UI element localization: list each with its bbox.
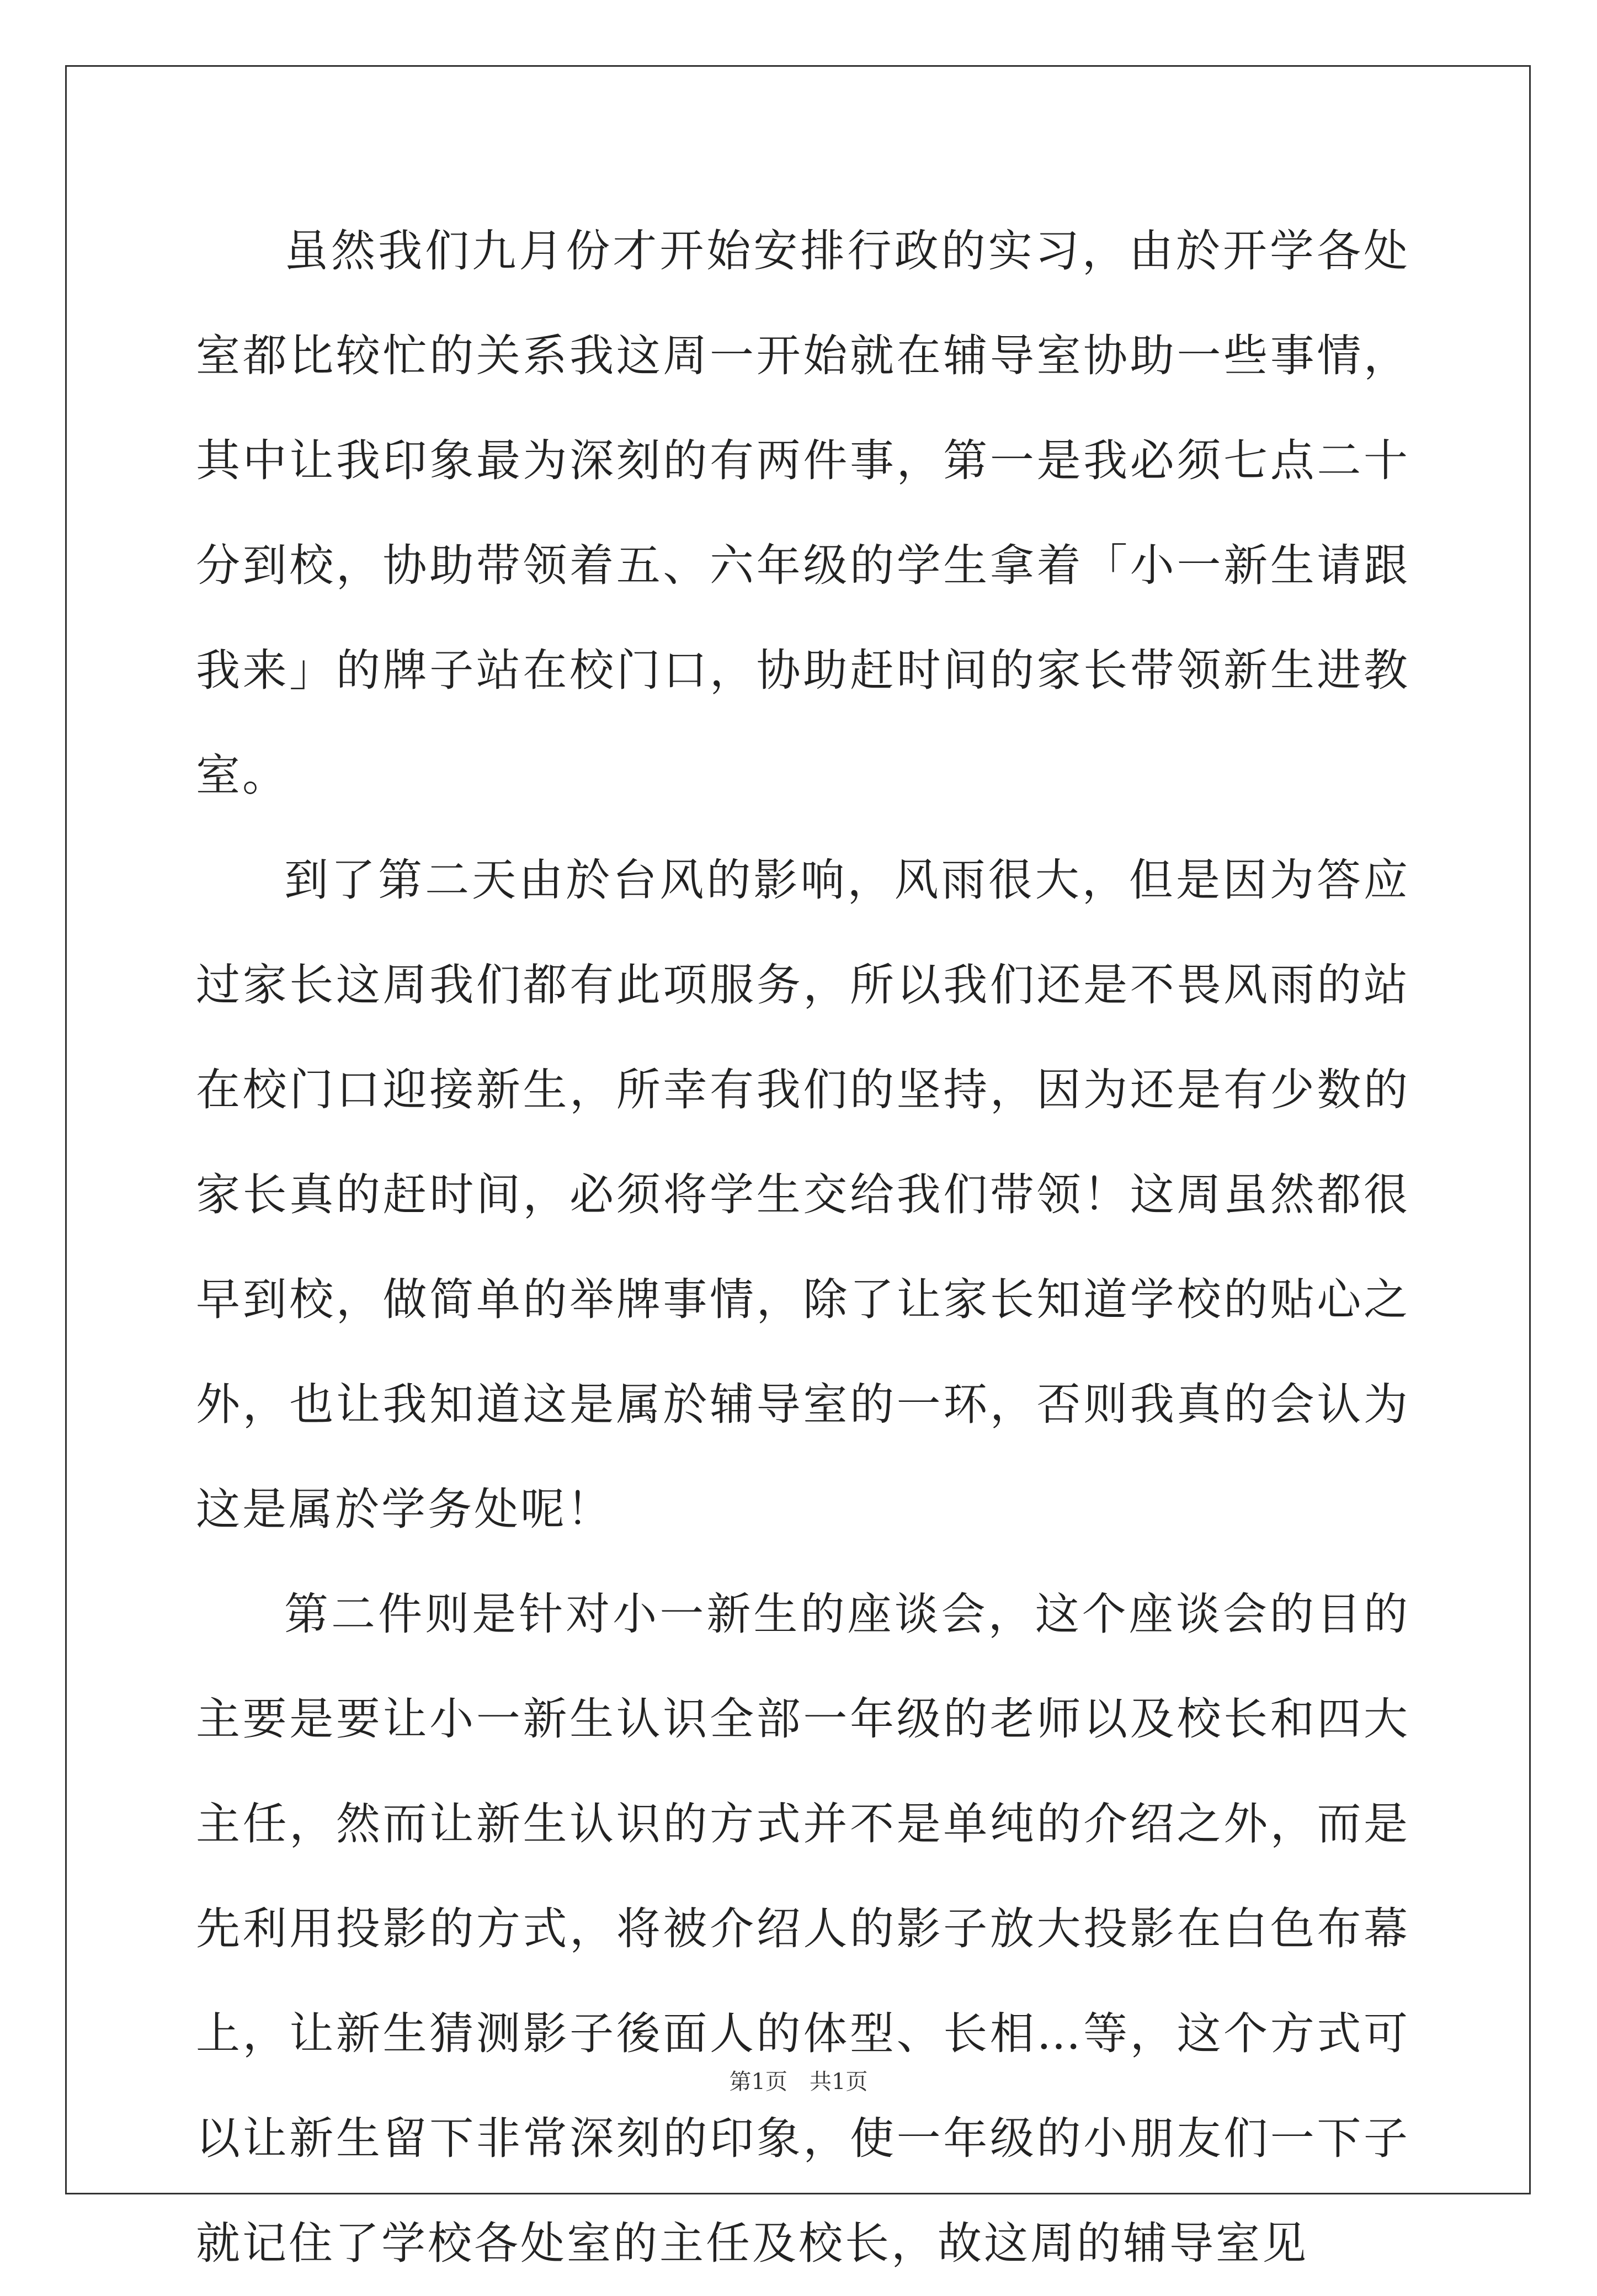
paragraph-3: 第二件则是针对小一新生的座谈会，这个座谈会的目的主要是要让小一新生认识全部一年级的老师以及校长和四大主任，然而让新生认识的方式并不是单纯的介绍之外，而是先利用投影的方式，将被介绍人的影子放大投影在白色布幕上，让新生猜测影子後面人的体型、长相…等，这个方式可以让新生留下非常深刻的印象，使一年级的小朋友们一下子就记住了学校各处室的主任及校长，故这周的辅导室见: [196, 1588, 1410, 2269]
paragraph-1: 虽然我们九月份才开始安排行政的实习，由於开学各处室都比较忙的关系我这周一开始就在辅导室协助一些事情，其中让我印象最为深刻的有两件事，第一是我必须七点二十分到校，协助带领着五、六年级的学生拿着「小一新生请跟我来」的牌子站在校门口，协助赶时间的家长带领新生进教室。: [196, 225, 1410, 801]
paragraph-2: 到了第二天由於台风的影响，风雨很大，但是因为答应过家长这周我们都有此项服务，所以我们还是不畏风雨的站在校门口迎接新生，所幸有我们的坚持，因为还是有少数的家长真的赶时间，必须将学生交给我们带领！这周虽然都很早到校，做简单的举牌事情，除了让家长知道学校的贴心之外，也让我知道这是属於辅导室的一环，否则我真的会认为这是属於学务处呢！: [196, 854, 1410, 1535]
page-footer: 第1页 共1页: [729, 2069, 868, 2095]
document-body: [196, 199, 1410, 2296]
